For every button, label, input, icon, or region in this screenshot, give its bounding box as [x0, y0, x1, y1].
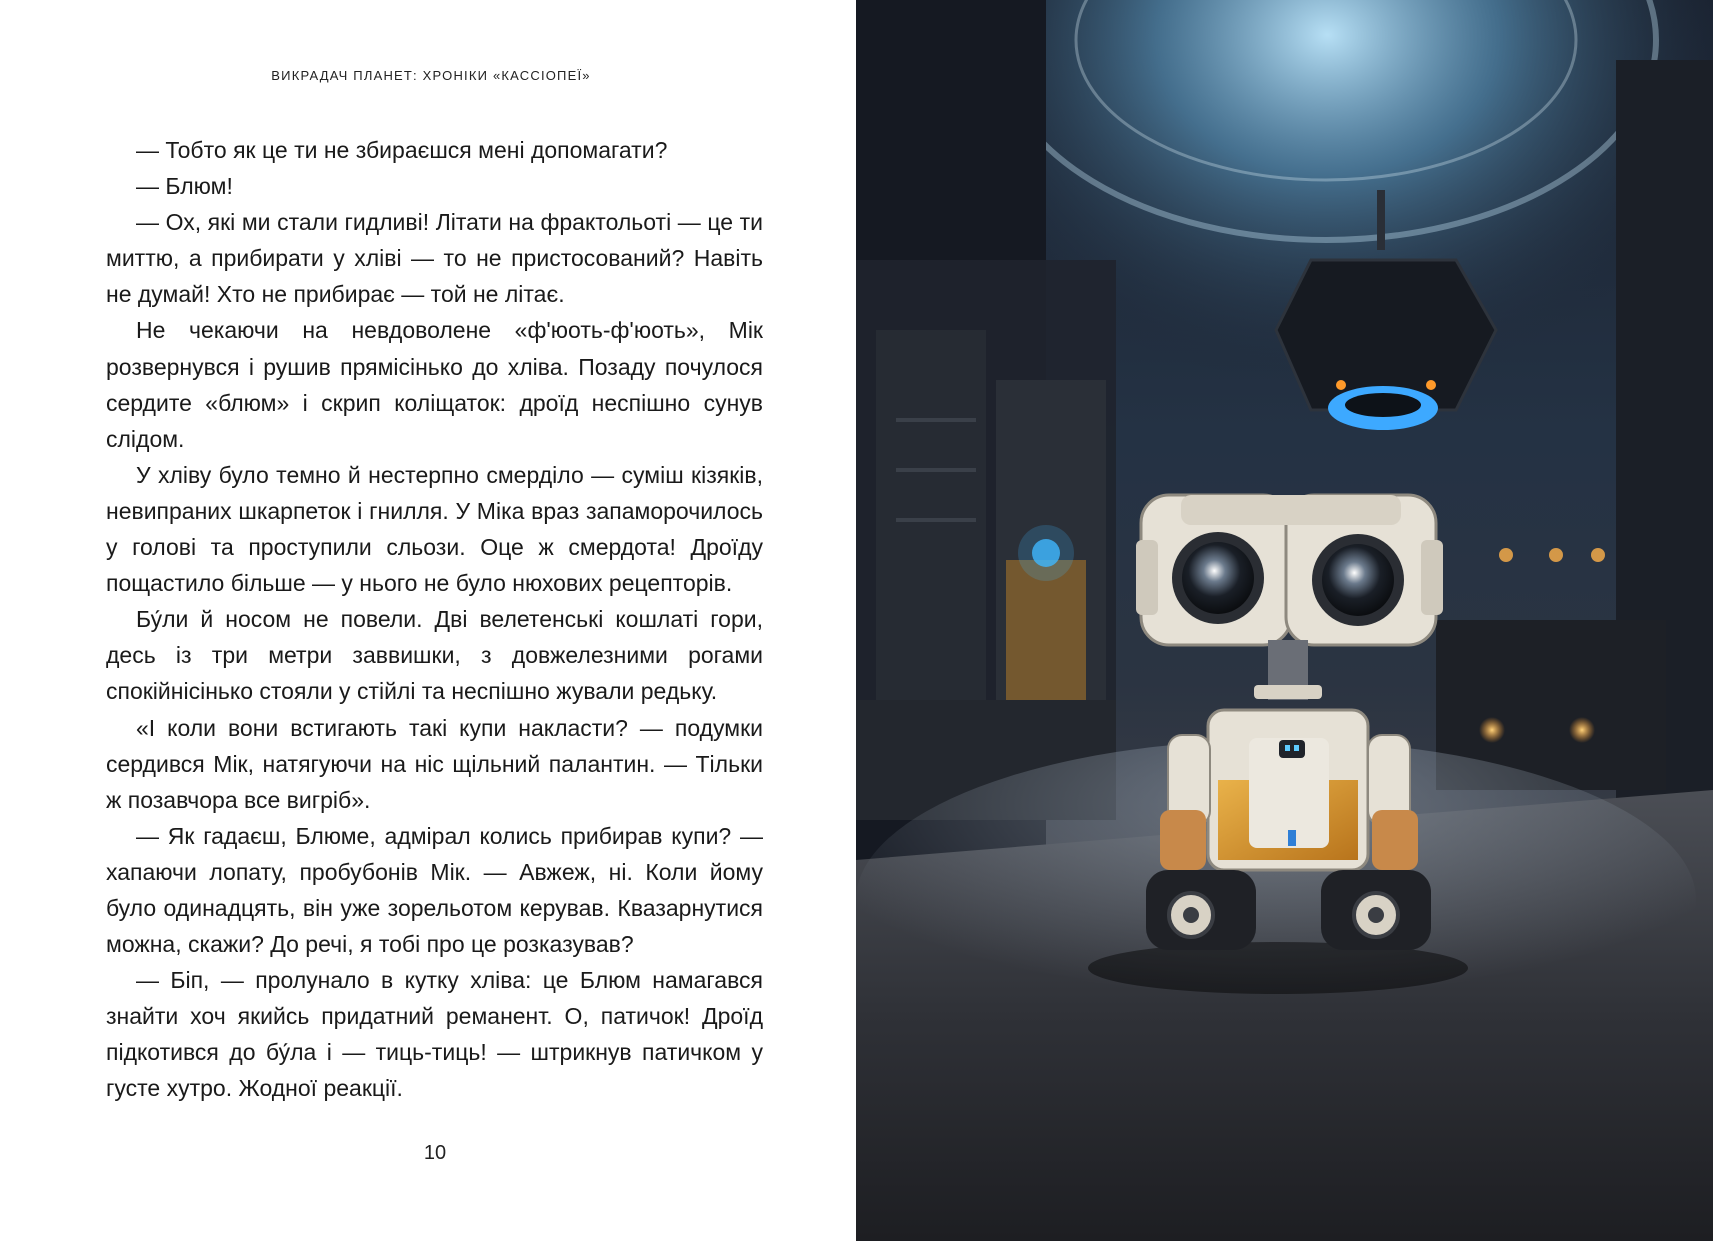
body-text: [106, 132, 763, 1107]
paragraph: Не чекаючи на невдоволене «ф'юоть-ф'юоть», Мік розвернувся і рушив прямісінько до хліва. Позаду почулося сердите «блюм» і скрип коліщаток: дроїд неспішно сунув слідом.: [106, 317, 763, 452]
paragraph: — Біп, — пролунало в кутку хліва: це Блюм намагався знайти хоч якийсь придатний реманент. О, патичок! Дроїд підкотився до бу́ла і — тиць-тиць! — штрикнув патичком у густе хутро. Жодної реакції.: [106, 967, 763, 1102]
paragraph: — Як гадаєш, Блюме, адмірал колись прибирав купи? — хапаючи лопату, пробубонів Мік. — Авжеж, ні. Коли йому було одинадцять, він уже зорельотом керував. Квазарнутися можна, скажи? До речі, я тобі про це розказував?: [106, 822, 763, 958]
text-page: [0, 0, 856, 1241]
running-head: ВИКРАДАЧ ПЛАНЕТ: ХРОНІКИ «КАССІОПЕЇ»: [271, 68, 591, 83]
illustration-page: [856, 0, 1713, 1241]
paragraph: Бу́ли й носом не повели. Дві велетенські кошлаті гори, десь із три метри заввишки, з довжелезними рогами спокійнісінько стояли у стійлі та неспішно жували редьку.: [106, 606, 763, 705]
page-number: 10: [423, 1142, 447, 1164]
paragraph: — Блюм!: [136, 173, 233, 200]
paragraph: — Ох, які ми стали гидливі! Літати на фрактольоті — це ти миттю, а прибирати у хліві — то не пристосований? Навіть не думай! Хто не прибирає — той не літає.: [106, 209, 763, 308]
paragraph: У хліву було темно й нестерпно смерділо — суміш кізяків, невипраних шкарпеток і гнилля. У Міка враз запаморочилось у голові та проступили сльози. Оце ж смердота! Дроїду пощастило більше — у нього не було нюхових рецепторів.: [106, 461, 763, 597]
robot-illustration: [856, 0, 1713, 1241]
paragraph: — Тобто як це ти не збираєшся мені допомагати?: [136, 137, 668, 163]
paragraph: «І коли вони встигають такі купи накласти? — подумки сердився Мік, натягуючи на ніс щільний палантин. — Тільки ж позавчора все вигріб».: [106, 714, 763, 813]
